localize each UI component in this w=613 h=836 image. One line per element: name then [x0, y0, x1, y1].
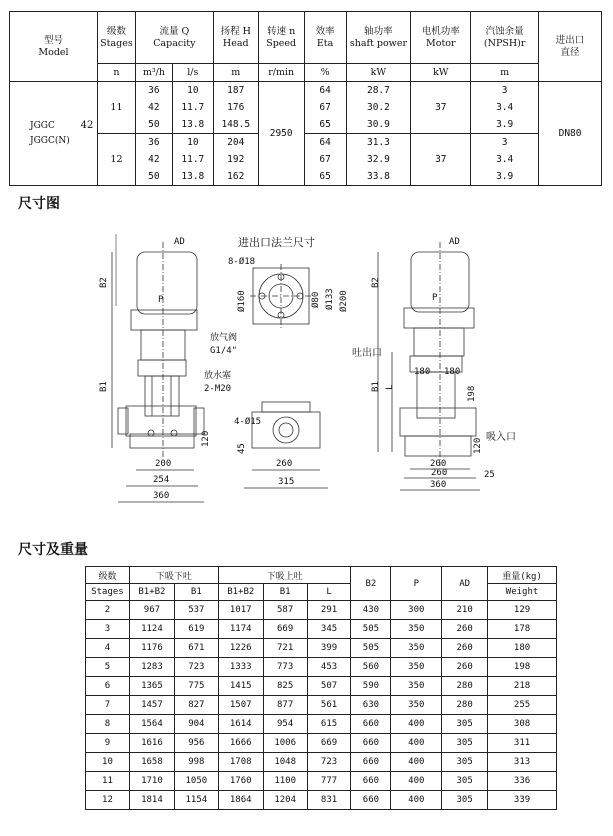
head-cell: 204 192 162: [213, 134, 258, 186]
right-w180a: 180: [414, 367, 431, 377]
bottom-outlet-header: 下吸下吐: [129, 567, 218, 584]
table-cell: 1564: [129, 715, 174, 734]
drawing-section-title: 尺寸图: [18, 196, 60, 212]
table-cell: 255: [488, 696, 557, 715]
model-header: 型号 Model: [10, 12, 98, 82]
table-cell: 12: [86, 791, 130, 810]
b1-header: B1: [263, 584, 307, 601]
right-ad-label: AD: [449, 237, 460, 247]
left-w254: 254: [153, 475, 170, 485]
right-b2-label: B2: [371, 277, 381, 288]
table-cell: 1365: [129, 677, 174, 696]
table-cell: 831: [307, 791, 351, 810]
table-cell: 615: [307, 715, 351, 734]
table-cell: 660: [351, 772, 391, 791]
head-header: 扬程 H Head: [213, 12, 258, 64]
right-w198: 198: [467, 385, 477, 402]
vent-valve-size: G1/4": [210, 346, 238, 356]
table-cell: 877: [263, 696, 307, 715]
table-cell: 1176: [129, 639, 174, 658]
diameter-cell: DN80: [539, 82, 602, 186]
base-w260: 260: [276, 459, 293, 469]
table-cell: 305: [442, 772, 488, 791]
table-cell: 400: [391, 753, 442, 772]
table-cell: 1006: [263, 734, 307, 753]
flow-m3h-cell: 36 42 50: [135, 134, 172, 186]
table-cell: 311: [488, 734, 557, 753]
right-w360: 360: [430, 480, 447, 490]
table-cell: 345: [307, 620, 351, 639]
table-cell: 350: [391, 677, 442, 696]
unit-eta: %: [304, 64, 346, 82]
unit-speed: r/min: [258, 64, 304, 82]
table-cell: 350: [391, 639, 442, 658]
table-cell: 775: [174, 677, 218, 696]
table-row: [86, 791, 557, 810]
flange-d133: Ø133: [325, 288, 335, 310]
table-cell: 560: [351, 658, 391, 677]
table-cell: 1710: [129, 772, 174, 791]
unit-flow-ls: l/s: [172, 64, 213, 82]
table-cell: 280: [442, 677, 488, 696]
table-cell: 619: [174, 620, 218, 639]
table-cell: 336: [488, 772, 557, 791]
table-cell: 1048: [263, 753, 307, 772]
speed-header: 转速 n Speed: [258, 12, 304, 64]
table-cell: 590: [351, 677, 391, 696]
table-cell: 210: [442, 601, 488, 620]
capacity-header: 流量 Q Capacity: [135, 12, 213, 64]
table-cell: 1814: [129, 791, 174, 810]
left-ad-label: AD: [174, 237, 185, 247]
table-cell: 198: [488, 658, 557, 677]
table-cell: 1507: [218, 696, 263, 715]
left-p-label: P: [158, 295, 164, 305]
table-cell: 825: [263, 677, 307, 696]
shaft-cell: 31.3 32.9 33.8: [346, 134, 411, 186]
left-pump-view: [112, 234, 204, 458]
table-cell: 669: [263, 620, 307, 639]
unit-stages: n: [97, 64, 135, 82]
drain-plug-label: 放水塞: [204, 371, 232, 381]
b1b2-header: B1+B2: [218, 584, 263, 601]
table-cell: 1174: [218, 620, 263, 639]
right-pump-view: [378, 242, 476, 466]
right-l-label: L: [385, 384, 395, 390]
table-cell: 5: [86, 658, 130, 677]
table-cell: 1283: [129, 658, 174, 677]
table-cell: 967: [129, 601, 174, 620]
table-cell: 723: [307, 753, 351, 772]
table-cell: 260: [442, 658, 488, 677]
table-cell: 1333: [218, 658, 263, 677]
flange-d80: Ø80: [311, 291, 321, 308]
table-cell: 339: [488, 791, 557, 810]
table-cell: 305: [442, 791, 488, 810]
table-section-title: 尺寸及重量: [18, 542, 88, 558]
table-row: [86, 734, 557, 753]
table-cell: 305: [442, 715, 488, 734]
table-cell: 350: [391, 658, 442, 677]
right-h120: 120: [473, 437, 483, 454]
table-cell: 300: [391, 601, 442, 620]
stages-cell: 12: [97, 134, 135, 186]
table-cell: 8: [86, 715, 130, 734]
table-cell: 954: [263, 715, 307, 734]
table-cell: 129: [488, 601, 557, 620]
table-cell: 1050: [174, 772, 218, 791]
flow-ls-cell: 10 11.7 13.8: [172, 82, 213, 134]
motor-cell: 37: [411, 82, 471, 134]
table-cell: 669: [307, 734, 351, 753]
table-cell: 1658: [129, 753, 174, 772]
motor-cell: 37: [411, 134, 471, 186]
table-cell: 180: [488, 639, 557, 658]
table-cell: 1226: [218, 639, 263, 658]
right-w200: 200: [430, 459, 447, 469]
npsh-cell: 3 3.4 3.9: [471, 134, 539, 186]
table-cell: 291: [307, 601, 351, 620]
dimension-weight-table: [85, 566, 557, 810]
table-cell: 9: [86, 734, 130, 753]
inlet-label: 吸入口: [486, 432, 516, 443]
table-cell: 1415: [218, 677, 263, 696]
table-cell: 4: [86, 639, 130, 658]
shaft-cell: 28.7 30.2 30.9: [346, 82, 411, 134]
table-cell: 505: [351, 639, 391, 658]
table-cell: 305: [442, 734, 488, 753]
model-cell: JGGC 42 JGGC(N): [10, 82, 98, 186]
flange-holes: 8-Ø18: [228, 257, 256, 267]
table-cell: 400: [391, 715, 442, 734]
right-w180b: 180: [444, 367, 461, 377]
table-cell: 507: [307, 677, 351, 696]
table-row: [86, 658, 557, 677]
table-cell: 313: [488, 753, 557, 772]
table-cell: 308: [488, 715, 557, 734]
table-cell: 1124: [129, 620, 174, 639]
flow-ls-cell: 10 11.7 13.8: [172, 134, 213, 186]
table-cell: 305: [442, 753, 488, 772]
table-row: [86, 772, 557, 791]
table-cell: 430: [351, 601, 391, 620]
table-cell: 998: [174, 753, 218, 772]
table-row: [86, 639, 557, 658]
table-cell: 260: [442, 620, 488, 639]
unit-npsh: m: [471, 64, 539, 82]
left-w360: 360: [153, 491, 170, 501]
left-b1-label: B1: [99, 381, 109, 392]
flange-title: 进出口法兰尺寸: [238, 236, 315, 249]
right-w260: 260: [431, 468, 448, 478]
table-cell: 178: [488, 620, 557, 639]
table-cell: 11: [86, 772, 130, 791]
table-cell: 400: [391, 791, 442, 810]
table-cell: 453: [307, 658, 351, 677]
drain-plug-size: 2-M20: [204, 384, 232, 394]
table-cell: 1708: [218, 753, 263, 772]
left-h120: 120: [201, 430, 211, 447]
stages-header-en: Stages: [86, 584, 130, 601]
table-cell: 671: [174, 639, 218, 658]
table-cell: 561: [307, 696, 351, 715]
base-holes: 4-Ø15: [234, 417, 262, 427]
table-cell: 777: [307, 772, 351, 791]
table-row: [86, 620, 557, 639]
table-cell: 7: [86, 696, 130, 715]
right-h25: 25: [484, 470, 495, 480]
table-cell: 280: [442, 696, 488, 715]
table-cell: 260: [442, 639, 488, 658]
b1-header: B1: [174, 584, 218, 601]
left-w200: 200: [155, 459, 172, 469]
table-cell: 1864: [218, 791, 263, 810]
table-cell: 956: [174, 734, 218, 753]
flange-d160: Ø160: [237, 290, 247, 312]
table-row: [86, 753, 557, 772]
table-row: [86, 715, 557, 734]
l-header: L: [307, 584, 351, 601]
b2-header: B2: [351, 567, 391, 601]
eta-cell: 64 67 65: [304, 134, 346, 186]
dimension-drawing: [0, 222, 613, 522]
outlet-label: 吐出口: [352, 348, 382, 359]
vent-valve-label: 放气阀: [210, 333, 238, 343]
table-cell: 660: [351, 715, 391, 734]
table-cell: 723: [174, 658, 218, 677]
ad-header: AD: [442, 567, 488, 601]
weight-header-cn: 重量(kg): [488, 567, 557, 584]
table-cell: 350: [391, 620, 442, 639]
unit-head: m: [213, 64, 258, 82]
table-cell: 1204: [263, 791, 307, 810]
stages-cell: 11: [97, 82, 135, 134]
table-cell: 904: [174, 715, 218, 734]
table-cell: 350: [391, 696, 442, 715]
left-b2-label: B2: [99, 277, 109, 288]
eta-cell: 64 67 65: [304, 82, 346, 134]
shaft-power-header: 轴功率 shaft power: [346, 12, 411, 64]
table-cell: 400: [391, 772, 442, 791]
npsh-header: 汽蚀余量 (NPSH)r: [471, 12, 539, 64]
table-cell: 6: [86, 677, 130, 696]
weight-header-en: Weight: [488, 584, 557, 601]
table-cell: 630: [351, 696, 391, 715]
table-cell: 721: [263, 639, 307, 658]
table-cell: 1100: [263, 772, 307, 791]
table-cell: 1017: [218, 601, 263, 620]
diameter-header: 进出口 直径: [539, 12, 602, 82]
stages-header: 级数 Stages: [97, 12, 135, 64]
unit-shaft: kW: [346, 64, 411, 82]
table-cell: 400: [391, 734, 442, 753]
base-w315: 315: [278, 477, 295, 487]
table-cell: 1666: [218, 734, 263, 753]
table-cell: 773: [263, 658, 307, 677]
right-p-label: P: [432, 293, 438, 303]
table-cell: 3: [86, 620, 130, 639]
table-row: [86, 677, 557, 696]
table-cell: 399: [307, 639, 351, 658]
table-cell: 2: [86, 601, 130, 620]
table-cell: 660: [351, 791, 391, 810]
table-cell: 827: [174, 696, 218, 715]
eta-header: 效率 Eta: [304, 12, 346, 64]
table-cell: 1457: [129, 696, 174, 715]
table-cell: 1154: [174, 791, 218, 810]
head-cell: 187 176 148.5: [213, 82, 258, 134]
npsh-cell: 3 3.4 3.9: [471, 82, 539, 134]
flow-m3h-cell: 36 42 50: [135, 82, 172, 134]
table-cell: 587: [263, 601, 307, 620]
b1b2-header: B1+B2: [129, 584, 174, 601]
flange-d200: Ø200: [339, 290, 349, 312]
stages-header-cn: 级数: [86, 567, 130, 584]
speed-cell: 2950: [258, 82, 304, 186]
motor-header: 电机功率 Motor: [411, 12, 471, 64]
flange-top-view: [250, 264, 312, 328]
table-cell: 660: [351, 753, 391, 772]
table-cell: 1616: [129, 734, 174, 753]
base-top-view: [252, 402, 320, 448]
table-cell: 660: [351, 734, 391, 753]
table-row: [86, 696, 557, 715]
performance-table: [9, 11, 602, 186]
table-row: [86, 601, 557, 620]
base-h45: 45: [237, 443, 247, 454]
table-cell: 1760: [218, 772, 263, 791]
table-cell: 10: [86, 753, 130, 772]
table-cell: 537: [174, 601, 218, 620]
p-header: P: [391, 567, 442, 601]
table-cell: 218: [488, 677, 557, 696]
top-outlet-header: 下吸上吐: [218, 567, 351, 584]
unit-motor: kW: [411, 64, 471, 82]
table-cell: 1614: [218, 715, 263, 734]
right-b1-label: B1: [371, 381, 381, 392]
unit-flow-m3h: m³/h: [135, 64, 172, 82]
table-cell: 505: [351, 620, 391, 639]
